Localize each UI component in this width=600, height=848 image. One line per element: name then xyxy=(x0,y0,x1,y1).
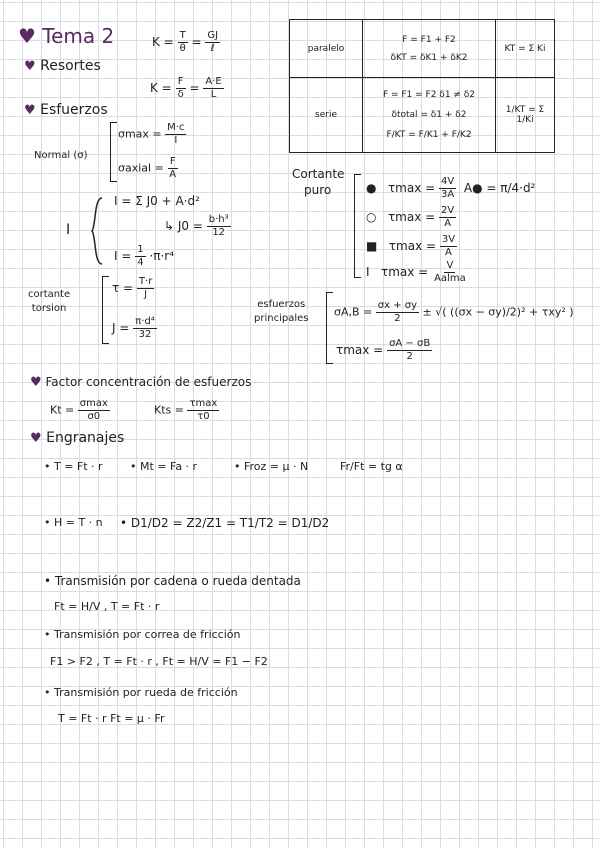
shear-item-square: ■ τmax = $\frac{3V}{A}$ xyxy=(366,234,456,258)
gear-eq-moment: • Mt = Fa · r xyxy=(130,460,198,473)
resortes-heading: ♥ Resortes xyxy=(24,58,101,74)
solid-square-icon: ■ xyxy=(366,239,378,253)
gear-eq-tangent: Fr/Ft = tg α xyxy=(340,460,403,473)
table-row xyxy=(290,78,555,153)
sigma-axial-eq: σaxial = $\frac{F}{A}$ xyxy=(118,156,177,180)
concentracion-heading: ♥ Factor concentración de esfuerzos xyxy=(30,375,252,390)
transmision-correa-title: • Transmisión por correa de fricción xyxy=(44,628,241,641)
serie-equations: F = F1 = F2 δ1 ≠ δ2 δtotal = δ1 + δ2 F/KT = F/K1 + F/K2 xyxy=(363,78,496,153)
transmision-cadena-title: • Transmisión por cadena o rueda dentada xyxy=(44,574,301,588)
page-title: ♥ Tema 2 xyxy=(18,24,115,48)
polar-inertia-eq: J = $\frac{\text{π·d⁴}}{32}$ xyxy=(112,316,155,340)
cortante-puro-bracket xyxy=(354,174,361,278)
transmision-rueda-title: • Transmisión por rueda de fricción xyxy=(44,686,238,699)
esfuerzos-heading: ♥ Esfuerzos xyxy=(24,102,108,118)
shear-item-solid-circle: ● τmax = $\frac{4V}{3A}$ A● = π/4·d² xyxy=(366,176,536,200)
normal-label: Normal (σ) xyxy=(34,150,88,161)
engranajes-heading: ♥ Engranajes xyxy=(30,430,125,446)
principal-stress-eq: σA,B = $\frac{\sigma x + \sigma y}{2}$ ± √( ((σx − σy)/2)² + τxy² ) xyxy=(334,300,574,324)
spring-stiffness-eq: K = $\frac{F}{\delta}$ = $\frac{A\cdot E}{L}$ xyxy=(150,76,222,100)
shear-item-hollow-circle: ○ τmax = $\frac{2V}{A}$ xyxy=(366,205,455,229)
sigma-max-eq: σmax = $\frac{M\cdot c}{I}$ xyxy=(118,122,185,146)
transmision-cadena-eq: Ft = H/V , T = Ft · r xyxy=(54,600,160,613)
gear-eq-torque: • T = Ft · r xyxy=(44,460,103,473)
heart-icon: ♥ xyxy=(30,375,42,390)
cortante-puro-label: Cortante puro xyxy=(292,167,345,197)
table-row xyxy=(290,20,555,78)
gear-eq-power: • H = T · n xyxy=(44,516,103,529)
max-shear-eq: τmax = $\frac{\sigma A - \sigma B}{2}$ xyxy=(336,338,431,362)
paralelo-kt: KT = Σ Ki xyxy=(496,20,555,78)
cortante-torsion-label: cortante torsion xyxy=(28,289,71,314)
heart-icon: ♥ xyxy=(18,24,36,48)
paralelo-equations: F = F1 + F2 δKT = δK1 + δK2 xyxy=(363,20,496,78)
normal-bracket xyxy=(110,122,117,182)
inertia-brace xyxy=(90,196,104,266)
heart-icon: ♥ xyxy=(30,431,42,446)
paralelo-cell: paralelo xyxy=(290,20,363,78)
principales-label: esfuerzos principales xyxy=(254,299,309,324)
torsion-shear-eq: τ = $\frac{T\cdot r}{J}$ xyxy=(112,276,153,300)
inertia-sum-eq: I = Σ J0 + A·d² xyxy=(114,194,200,208)
circle-inertia-eq: I = $\frac{1}{4}$ ·π·r⁴ xyxy=(114,244,175,268)
serie-kt: 1/KT = Σ 1/Ki xyxy=(496,78,555,153)
gear-eq-friction: • Froz = μ · N xyxy=(234,460,309,473)
serie-cell: serie xyxy=(290,78,363,153)
gear-eq-ratios: • D1/D2 = Z2/Z1 = T1/T2 = D1/D2 xyxy=(120,516,330,530)
heart-icon: ♥ xyxy=(24,59,36,74)
shear-item-ibeam: I τmax = $\frac{V}{\text{Aalma}}$ xyxy=(366,260,466,284)
transmision-correa-eq: F1 > F2 , T = Ft · r , Ft = H/V = F1 − F2 xyxy=(50,655,268,668)
rectangle-inertia-eq: ↳ J0 = $\frac{\text{b·h³}}{12}$ xyxy=(164,214,229,238)
transmision-rueda-eq: T = Ft · r Ft = μ · Fr xyxy=(58,712,165,725)
torsion-stiffness-eq: K = $\frac{T}{\theta}$ = $\frac{GJ}{\text{ℓ}}$ xyxy=(152,30,219,54)
kt-eq: Kt = $\frac{\sigma\max}{\sigma 0}$ xyxy=(50,398,108,422)
principales-bracket xyxy=(326,292,333,364)
torsion-bracket xyxy=(102,276,109,344)
springs-table xyxy=(289,19,555,153)
inertia-symbol: I xyxy=(66,222,71,238)
heart-icon: ♥ xyxy=(24,103,36,118)
ibeam-icon: I xyxy=(366,265,370,279)
kts-eq: Kts = $\frac{\tau\max}{\tau 0}$ xyxy=(154,398,218,422)
solid-circle-icon: ● xyxy=(366,181,377,195)
hollow-circle-icon: ○ xyxy=(366,210,377,224)
